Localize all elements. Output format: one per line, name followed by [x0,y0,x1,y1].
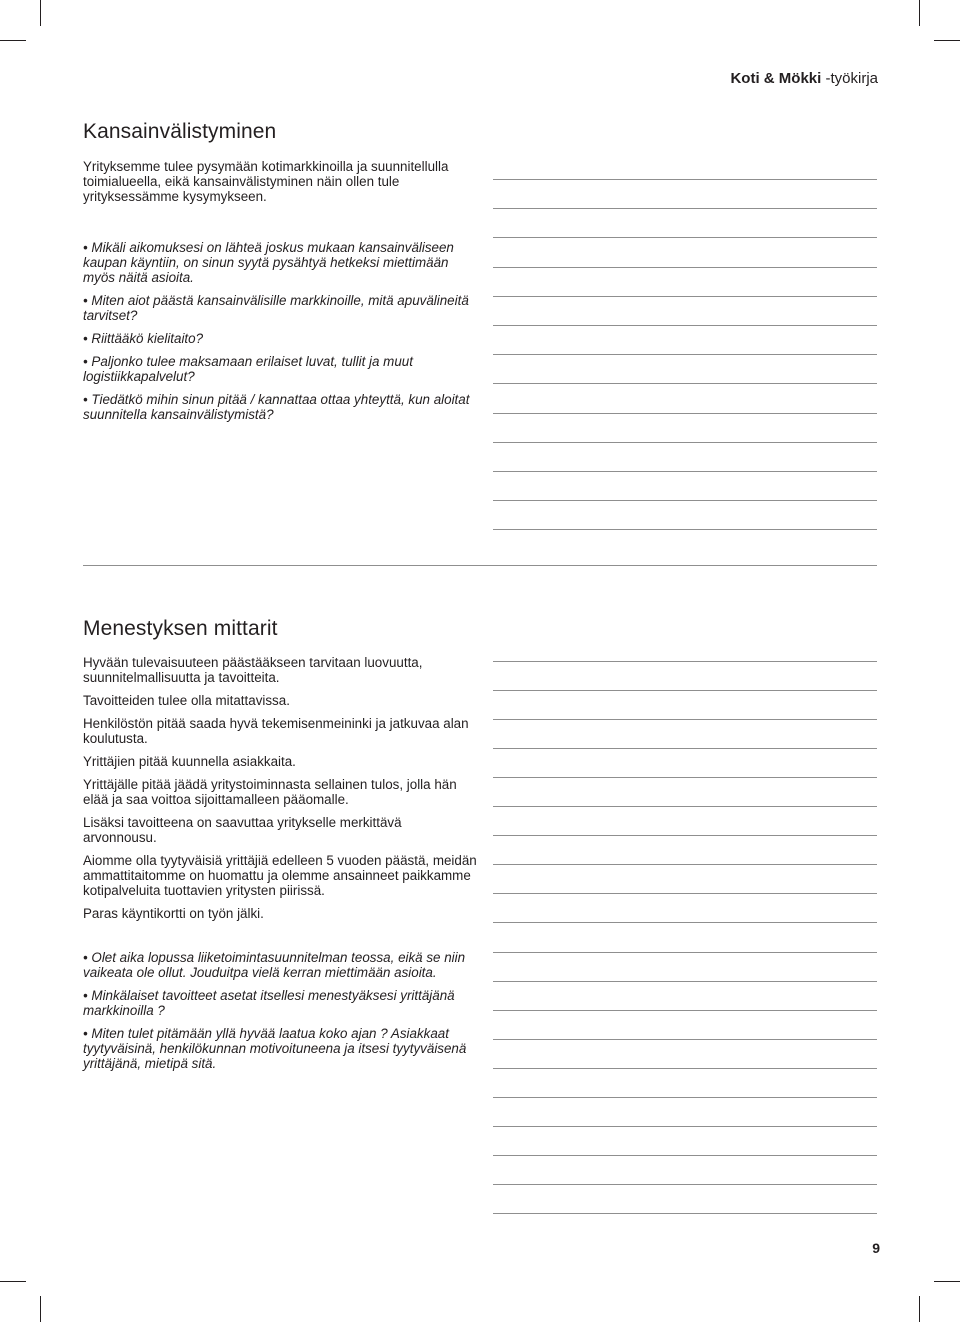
internationalization-question: • Riittääkö kielitaito? [83,331,204,346]
writing-line[interactable] [493,806,877,807]
writing-line[interactable] [493,1126,877,1127]
success-question: • Miten tulet pitämään yllä hyvää laatua koko ajan ? Asiakkaat tyytyväisinä, henkilökunnan motivoituneena ja itsesi tyytyväisenä yrittäjänä, mietipä sitä. [83,1026,467,1071]
writing-line[interactable] [493,922,877,923]
writing-line[interactable] [493,719,877,720]
writing-line[interactable] [493,296,877,297]
header-brand: Koti & Mökki [730,70,822,87]
writing-line[interactable] [493,893,877,894]
success-statement: Tavoitteiden tulee olla mitattavissa. [83,693,290,708]
writing-line[interactable] [493,267,877,268]
success-statement: Aiomme olla tyytyväisiä yrittäjiä edelleen 5 vuoden päästä, meidän ammattitaitomme on huomattu ja olemme ansainneet paikkamme kotipalveluita tuottavien yritysten piirissä. [83,853,477,898]
success-statement: Paras käyntikortti on työn jälki. [83,906,264,921]
success-question: • Minkälaiset tavoitteet asetat itsellesi menestyäksesi yrittäjänä markkinoilla ? [83,988,455,1018]
writing-line[interactable] [493,471,877,472]
writing-line[interactable] [493,1184,877,1185]
header-suffix: -työkirja [821,70,878,87]
section-title-internationalization: Kansainvälistyminen [83,120,277,143]
success-statement: Lisäksi tavoitteena on saavuttaa yritykselle merkittävä arvonnousu. [83,815,402,845]
writing-line[interactable] [493,413,877,414]
writing-line[interactable] [493,1097,877,1098]
writing-line[interactable] [493,981,877,982]
success-statement: Yrittäjälle pitää jäädä yritystoiminnasta sellainen tulos, jolla hän elää ja saa voittoa sijoittamalleen pääomalle. [83,777,457,807]
writing-line[interactable] [493,1010,877,1011]
success-statement: Henkilöstön pitää saada hyvä tekemisenmeininki ja jatkuvaa alan koulutusta. [83,716,469,746]
writing-line[interactable] [493,661,877,662]
page-number: 9 [872,1240,880,1256]
writing-line[interactable] [493,237,877,238]
section-divider [83,565,877,566]
success-statement: Yrittäjien pitää kuunnella asiakkaita. [83,754,296,769]
writing-line[interactable] [493,835,877,836]
writing-line[interactable] [493,690,877,691]
writing-line[interactable] [493,354,877,355]
writing-line[interactable] [493,500,877,501]
success-question: • Olet aika lopussa liiketoimintasuunnitelman teossa, eikä se niin vaikeata ole ollut. Jouduitpa vielä kerran miettimään asioita. [83,950,466,980]
writing-line[interactable] [493,1039,877,1040]
internationalization-text [83,159,478,422]
success-statement: Hyvään tulevaisuuteen päästääkseen tarvitaan luovuutta, suunnitelmallisuutta ja tavoitteita. [83,655,423,685]
internationalization-question: • Mikäli aikomuksesi on lähteä joskus mukaan kansainväliseen kaupan käyntiin, on sinun syytä pysähtyä hetkeksi miettimään myös näitä asioita. [83,240,454,285]
internationalization-question: • Paljonko tulee maksamaan erilaiset luvat, tullit ja muut logistiikkapalvelut? [83,354,413,384]
writing-line[interactable] [493,952,877,953]
writing-line[interactable] [493,864,877,865]
writing-line[interactable] [493,748,877,749]
writing-line[interactable] [493,1155,877,1156]
writing-line[interactable] [493,1068,877,1069]
success-metrics-text [83,655,478,1071]
writing-line[interactable] [493,777,877,778]
internationalization-intro: Yrityksemme tulee pysymään kotimarkkinoilla ja suunnitellulla toimialueella, eikä kansainvälistyminen näin ollen tule yrityksessämme kysymykseen. [83,159,449,204]
writing-line[interactable] [493,529,877,530]
section-title-success-metrics: Menestyksen mittarit [83,617,278,640]
writing-line[interactable] [493,325,877,326]
writing-line[interactable] [493,442,877,443]
writing-line[interactable] [493,208,877,209]
writing-line[interactable] [493,179,877,180]
internationalization-question: • Miten aiot päästä kansainvälisille markkinoille, mitä apuvälineitä tarvitset? [83,293,469,323]
writing-line[interactable] [493,383,877,384]
writing-line[interactable] [493,1213,877,1214]
internationalization-question: • Tiedätkö mihin sinun pitää / kannattaa ottaa yhteyttä, kun aloitat suunnitella kansainvälistymistä? [83,392,470,422]
running-header [730,70,878,87]
